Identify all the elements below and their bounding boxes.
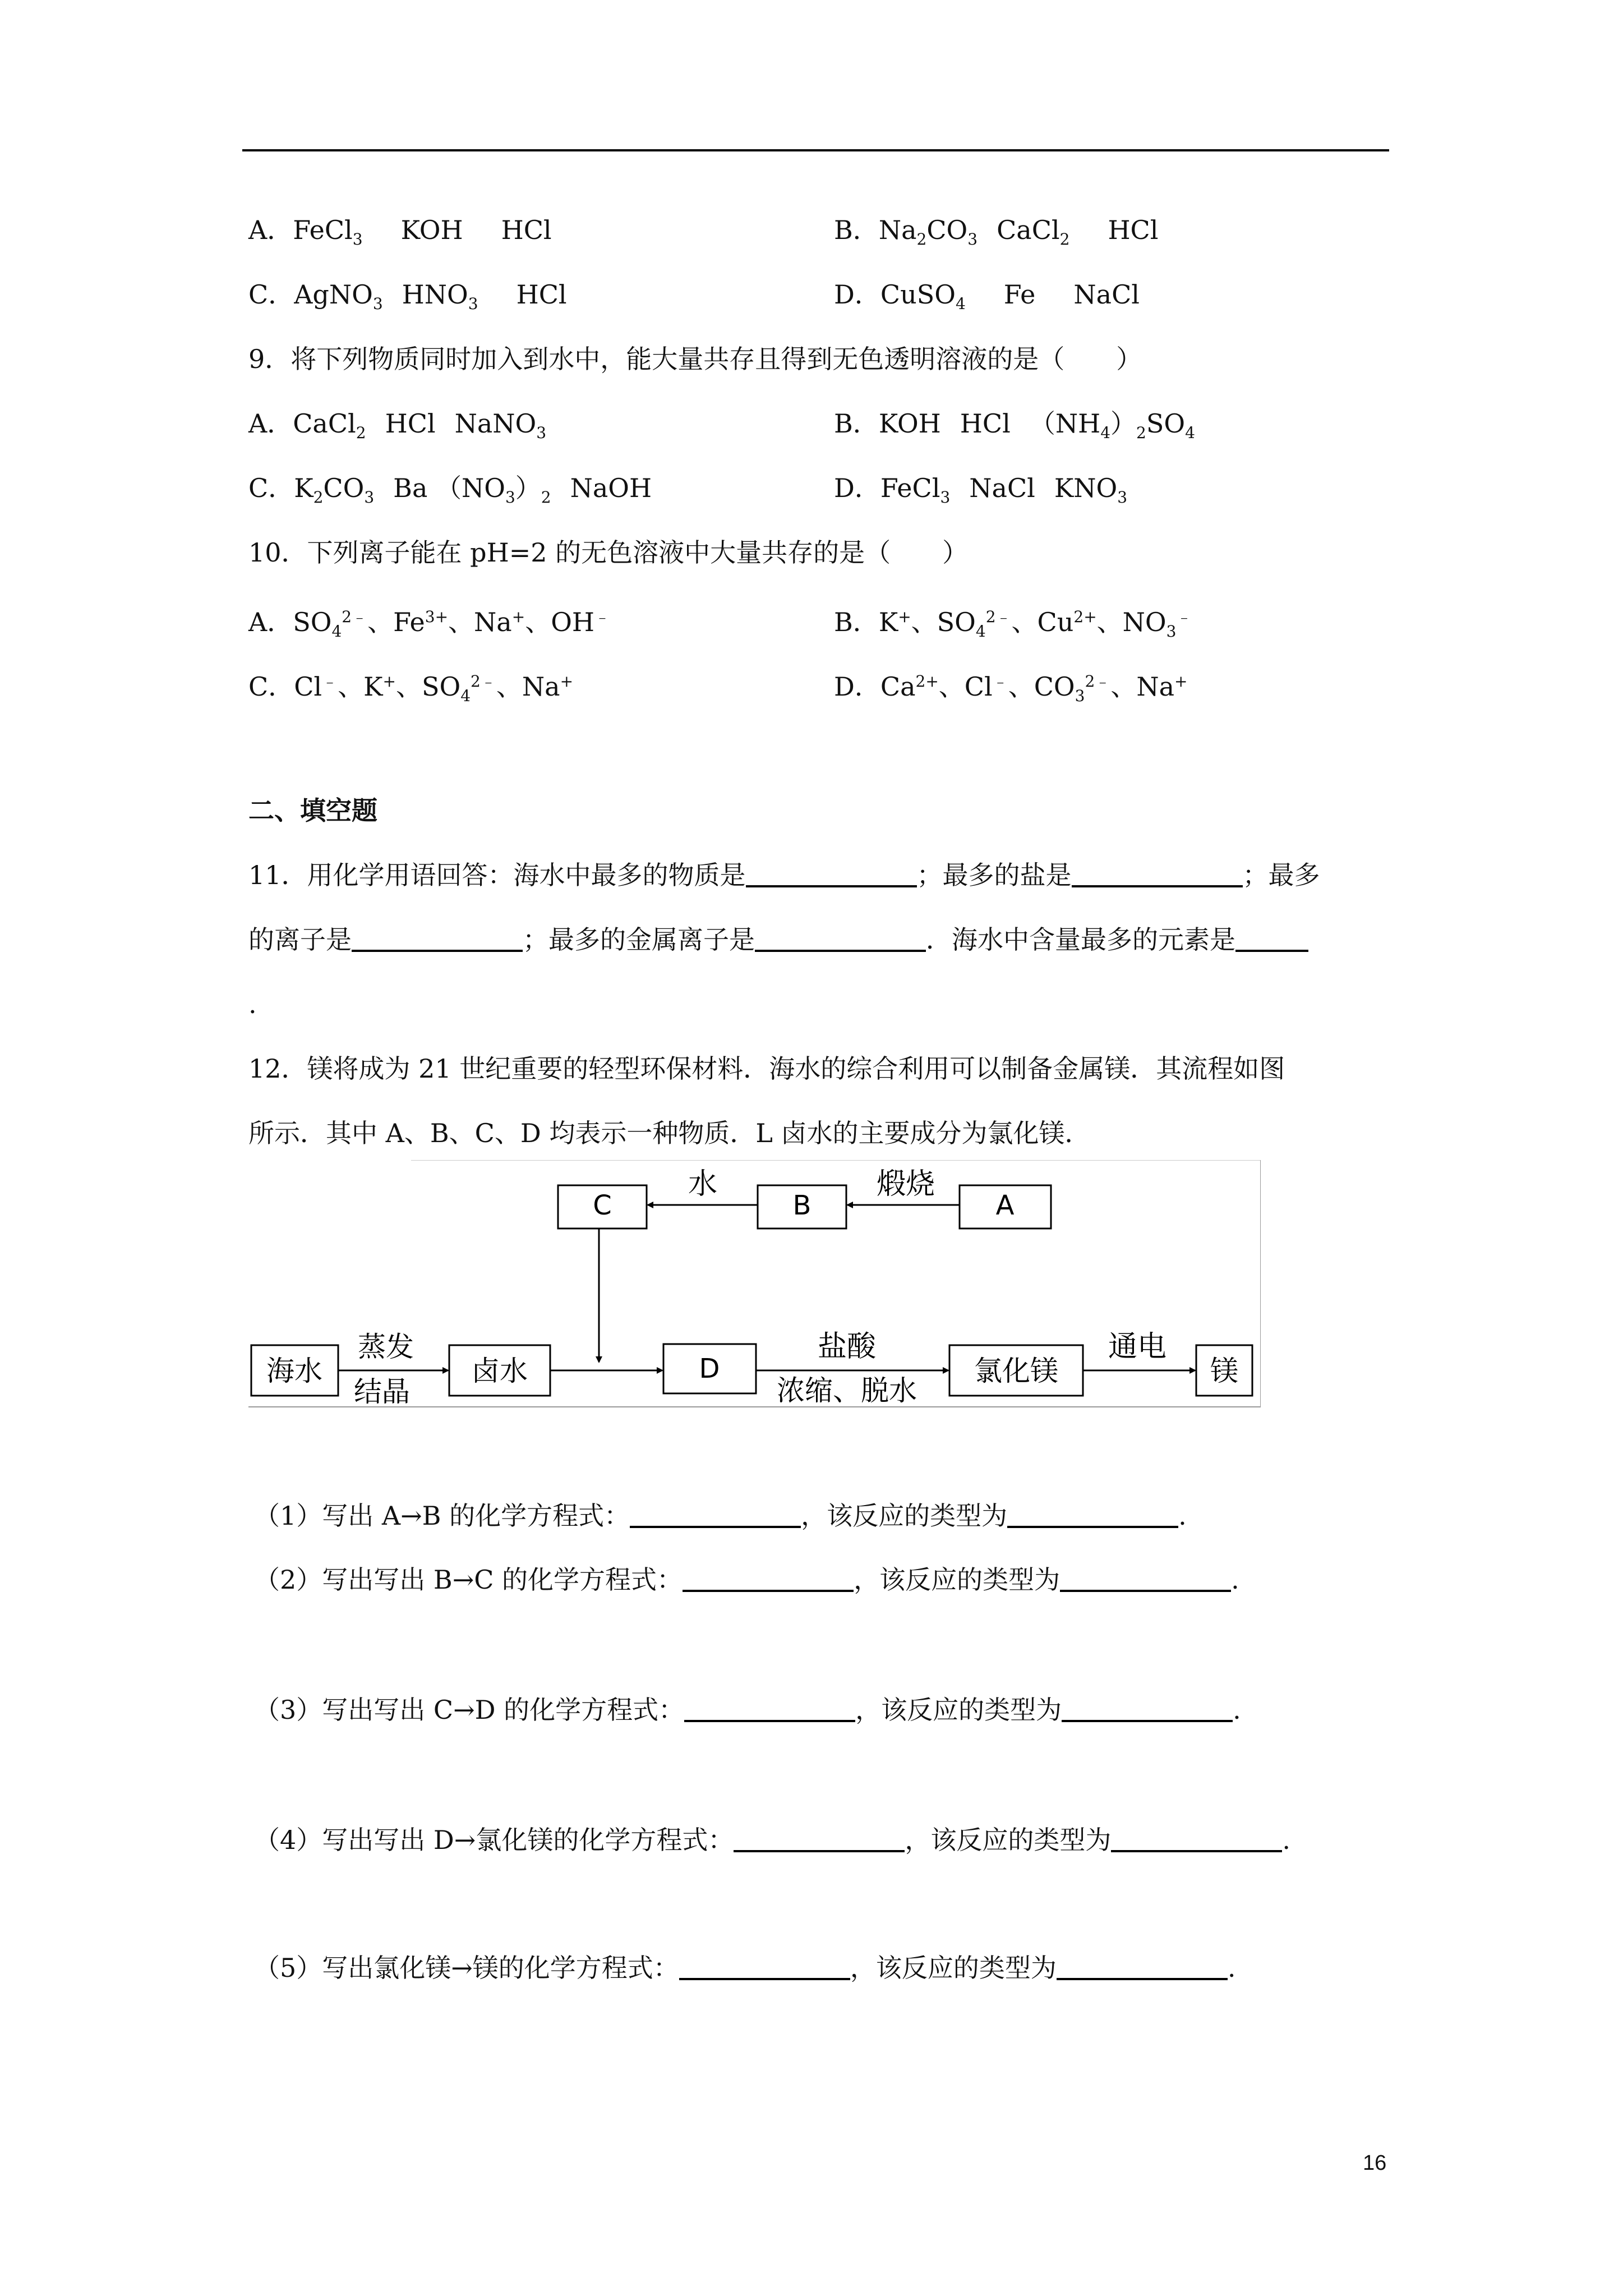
box-brine-label: 卤水 [472, 1355, 528, 1387]
page-number: 16 [1363, 2151, 1387, 2175]
answer-blank[interactable] [679, 1953, 850, 1980]
answer-blank[interactable] [1072, 861, 1243, 887]
box-a-label: A [995, 1190, 1015, 1221]
q9-option-c: C．$K_2CO_3$ Ba $(NO_3)_2$ NaOH [248, 473, 652, 507]
answer-blank[interactable] [1111, 1825, 1282, 1852]
q12-line-1: 12．镁将成为 21 世纪重要的轻型环保材料．海水的综合利用可以制备金属镁．其流程如图 [248, 1053, 1285, 1084]
answer-blank[interactable] [684, 1695, 855, 1722]
box-seawater-label: 海水 [266, 1355, 322, 1387]
label-concentrate: 浓缩、脱水 [777, 1374, 917, 1407]
box-mgcl2-label: 氯化镁 [974, 1355, 1058, 1387]
label-crystallize: 结晶 [354, 1375, 410, 1408]
box-d-label: D [699, 1353, 720, 1384]
q11-line-2: 的离子是 ；最多的金属离子是 ．海水中含量最多的元素是 [248, 923, 1308, 956]
q9-stem: 9．将下列物质同时加入到水中，能大量共存且得到无色透明溶液的是（ ） [248, 344, 1142, 374]
subquestion-3: （3）写出写出 C→D 的化学方程式： ，该反应的类型为 . [254, 1695, 1241, 1725]
q8-option-b: B．$Na_2CO_3$ CaCl$_2$ HCl [834, 215, 1159, 249]
header-rule [242, 149, 1389, 151]
q11-line-3: . [248, 989, 257, 1019]
label-evaporate: 蒸发 [358, 1331, 414, 1363]
answer-blank[interactable] [352, 925, 523, 952]
q12-line-2: 所示．其中 A、B、C、D 均表示一种物质．L 卤水的主要成分为氯化镁． [248, 1118, 1091, 1148]
label-electrolysis: 通电 [1108, 1330, 1167, 1364]
box-c-label: C [593, 1190, 612, 1221]
answer-blank[interactable] [683, 1565, 854, 1592]
subquestion-2: （2）写出写出 B→C 的化学方程式： ，该反应的类型为 . [254, 1565, 1239, 1595]
q8-option-d: D．CuSO$_4$ Fe NaCl [834, 279, 1140, 313]
box-b-label: B [792, 1190, 811, 1221]
q10-option-a: A．$SO_4^{2﹣}$、$Fe^{3+}$、Na+、OH﹣ [248, 607, 611, 641]
answer-blank[interactable] [630, 1501, 801, 1528]
answer-blank[interactable] [1235, 925, 1308, 952]
answer-blank[interactable] [746, 861, 917, 887]
answer-blank[interactable] [1057, 1953, 1228, 1980]
q9-option-d: D．FeCl$_3$ NaCl $KNO_3$ [834, 473, 1128, 507]
label-calcine: 煅烧 [876, 1167, 935, 1201]
q11-line-1: 11．用化学用语回答：海水中最多的物质是 ；最多的盐是 ；最多 [248, 860, 1320, 890]
flow-diagram [248, 1160, 1261, 1408]
q10-option-c: C．Cl﹣、K+、$SO_4^{2﹣}$、Na+ [248, 671, 574, 705]
answer-blank[interactable] [1007, 1501, 1178, 1528]
label-water: 水 [688, 1167, 718, 1201]
answer-blank[interactable] [734, 1825, 905, 1852]
answer-blank[interactable] [755, 925, 926, 952]
q8-option-c: C．AgNO$_3$ $HNO_3$ HCl [248, 279, 567, 313]
q10-stem: 10．下列离子能在 pH=2 的无色溶液中大量共存的是（ ） [248, 537, 969, 568]
box-mg-label: 镁 [1210, 1355, 1238, 1387]
answer-blank[interactable] [1062, 1695, 1233, 1722]
answer-blank[interactable] [1060, 1565, 1231, 1592]
subquestion-4: （4）写出写出 D→氯化镁的化学方程式： ，该反应的类型为 . [254, 1825, 1290, 1855]
subquestion-5: （5）写出氯化镁→镁的化学方程式： ，该反应的类型为 . [254, 1953, 1236, 1983]
subquestion-1: （1）写出 A→B 的化学方程式： ，该反应的类型为 . [254, 1501, 1187, 1531]
q9-option-a: A．CaCl$_2$ HCl NaNO$_3$ [248, 408, 547, 442]
q10-option-b: B．K+、$SO_4^{2﹣}$、$Cu^{2+}$、$NO_3^﹣$ [834, 607, 1192, 641]
q10-option-d: D．$Ca^{2+}$、Cl﹣、$CO_3^{2﹣}$、Na+ [834, 671, 1188, 705]
q9-option-b: B．KOH HCl $(NH_4)_2SO_4$ [834, 408, 1195, 442]
section-title: 二、填空题 [248, 795, 377, 826]
q8-option-a: A．FeCl$_3$ KOH HCl [248, 215, 552, 249]
label-hcl: 盐酸 [817, 1330, 877, 1364]
